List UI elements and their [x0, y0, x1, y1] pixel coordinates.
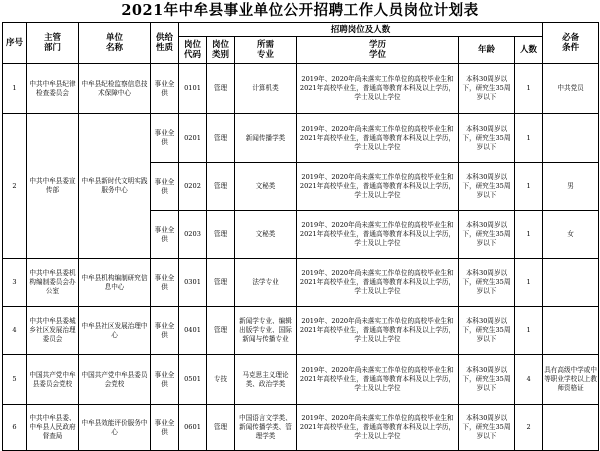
cell-major: 文秘类 — [235, 163, 297, 211]
cell-seq: 4 — [3, 307, 27, 355]
cell-nature: 事业全供 — [151, 307, 179, 355]
cell-code: 0401 — [179, 307, 207, 355]
table-row — [3, 355, 599, 405]
cell-age: 本科30周岁以下，研究生35周岁以下 — [459, 307, 515, 355]
cell-extra: 具有高级中学或中等职业学校以上教师资格证 — [543, 355, 599, 405]
header-unit — [79, 23, 151, 64]
cell-count: 1 — [515, 114, 543, 163]
cell-major: 中国语言文学类、新闻传播学类、管理学类 — [235, 405, 297, 451]
cell-seq: 6 — [3, 405, 27, 451]
cell-age: 本科30周岁以下，研究生35周岁以下 — [459, 114, 515, 163]
cell-extra — [543, 405, 599, 451]
cell-unit: 中牟县社区发展治理中心 — [79, 307, 151, 355]
cell-edu: 2019年、2020年尚未落实工作单位的高校毕业生和2021年高校毕业生，普通高等教育本科及以上学历，学士及以上学位 — [297, 114, 459, 163]
table-row — [3, 64, 599, 114]
header-unit-label: 单位 名称 — [105, 33, 123, 53]
cell-code: 0202 — [179, 163, 207, 211]
table-row — [3, 114, 599, 163]
cell-seq: 2 — [3, 114, 27, 259]
cell-major: 新闻学专业、编辑出版学专业、国际新闻与传播专业 — [235, 307, 297, 355]
cell-extra — [543, 259, 599, 307]
header-category-label: 岗位 类别 — [211, 40, 229, 60]
cell-major: 马克思主义理论类、政治学类 — [235, 355, 297, 405]
header-edu-label: 学历 学位 — [368, 40, 386, 60]
cell-age: 本科30周岁以下，研究生35周岁以下 — [459, 211, 515, 259]
cell-age: 本科30周岁以下，研究生35周岁以下 — [459, 405, 515, 451]
cell-edu: 2019年、2020年尚未落实工作单位的高校毕业生和2021年高校毕业生，普通高等教育本科及以上学历，学士及以上学位 — [297, 211, 459, 259]
cell-extra: 女 — [543, 211, 599, 259]
cell-unit: 中牟县新时代文明实践服务中心 — [79, 114, 151, 259]
cell-age: 本科30周岁以下，研究生35周岁以下 — [459, 64, 515, 114]
cell-dept: 中共中牟县委、中牟县人民政府督查局 — [27, 405, 79, 451]
cell-category: 管理 — [207, 114, 235, 163]
header-code-label: 岗位 代码 — [183, 40, 201, 60]
cell-edu: 2019年、2020年尚未落实工作单位的高校毕业生和2021年高校毕业生，普通高等教育本科及以上学历，学士及以上学位 — [297, 355, 459, 405]
cell-extra — [543, 114, 599, 163]
cell-code: 0203 — [179, 211, 207, 259]
cell-unit: 中牟县效能评价服务中心 — [79, 405, 151, 451]
cell-extra: 中共党员 — [543, 64, 599, 114]
cell-dept: 中共中牟县委宣传部 — [27, 114, 79, 259]
header-group: 招聘岗位及人数 — [179, 23, 543, 37]
cell-code: 0501 — [179, 355, 207, 405]
cell-age: 本科30周岁以下，研究生35周岁以下 — [459, 259, 515, 307]
cell-count: 1 — [515, 259, 543, 307]
cell-code: 0601 — [179, 405, 207, 451]
header-category — [207, 37, 235, 64]
cell-edu: 2019年、2020年尚未落实工作单位的高校毕业生和2021年高校毕业生，普通高等教育本科及以上学历，学士及以上学位 — [297, 307, 459, 355]
recruitment-table — [2, 22, 599, 451]
cell-dept: 中共中牟县纪律检查委员会 — [27, 64, 79, 114]
cell-seq: 1 — [3, 64, 27, 114]
cell-unit: 中牟县纪检监察信息技术保障中心 — [79, 64, 151, 114]
header-count: 人数 — [515, 37, 543, 64]
cell-nature: 事业全供 — [151, 355, 179, 405]
cell-code: 0201 — [179, 114, 207, 163]
cell-category: 管理 — [207, 307, 235, 355]
cell-count: 2 — [515, 405, 543, 451]
cell-edu: 2019年、2020年尚未落实工作单位的高校毕业生和2021年高校毕业生，普通高等教育本科及以上学历，学士及以上学位 — [297, 64, 459, 114]
cell-category: 管理 — [207, 211, 235, 259]
header-major — [235, 37, 297, 64]
cell-edu: 2019年、2020年尚未落实工作单位的高校毕业生和2021年高校毕业生，普通高等教育本科及以上学历，学士及以上学位 — [297, 259, 459, 307]
cell-age: 本科30周岁以下，研究生35周岁以下 — [459, 163, 515, 211]
cell-edu: 2019年、2020年尚未落实工作单位的高校毕业生和2021年高校毕业生，普通高等教育本科及以上学历，学士及以上学位 — [297, 405, 459, 451]
header-major-label: 所需 专业 — [256, 40, 274, 60]
table-row — [3, 405, 599, 451]
cell-count: 1 — [515, 211, 543, 259]
cell-major: 文秘类 — [235, 211, 297, 259]
header-code — [179, 37, 207, 64]
cell-major: 新闻传播学类 — [235, 114, 297, 163]
header-nature-label: 供给 性质 — [155, 33, 173, 53]
cell-major: 法学专业 — [235, 259, 297, 307]
header-seq: 序号 — [3, 23, 27, 64]
header-dept-label: 主管 部门 — [43, 33, 61, 53]
cell-extra: 男 — [543, 163, 599, 211]
cell-category: 管理 — [207, 259, 235, 307]
cell-edu: 2019年、2020年尚未落实工作单位的高校毕业生和2021年高校毕业生，普通高等教育本科及以上学历，学士及以上学位 — [297, 163, 459, 211]
cell-category: 管理 — [207, 405, 235, 451]
cell-nature: 事业全供 — [151, 114, 179, 163]
header-extra-label: 必备 条件 — [562, 33, 580, 53]
cell-age: 本科30周岁以下，研究生35周岁以下 — [459, 355, 515, 405]
cell-dept: 中国共产党中牟县委员会党校 — [27, 355, 79, 405]
table-row — [3, 307, 599, 355]
cell-count: 4 — [515, 355, 543, 405]
cell-code: 0101 — [179, 64, 207, 114]
header-extra — [543, 23, 599, 64]
cell-seq: 5 — [3, 355, 27, 405]
header-dept — [27, 23, 79, 64]
table-row — [3, 259, 599, 307]
cell-seq: 3 — [3, 259, 27, 307]
cell-nature: 事业全供 — [151, 259, 179, 307]
cell-unit: 中国共产党中牟县委员会党校 — [79, 355, 151, 405]
header-nature — [151, 23, 179, 64]
cell-major: 计算机类 — [235, 64, 297, 114]
page-title: 2021年中牟县事业单位公开招聘工作人员岗位计划表 — [121, 2, 479, 19]
header-age: 年龄 — [459, 37, 515, 64]
cell-category: 管理 — [207, 64, 235, 114]
cell-category: 专技 — [207, 355, 235, 405]
cell-extra — [543, 307, 599, 355]
cell-count: 1 — [515, 163, 543, 211]
cell-count: 1 — [515, 307, 543, 355]
cell-nature: 事业全供 — [151, 64, 179, 114]
cell-category: 管理 — [207, 163, 235, 211]
cell-dept: 中共中牟县委城乡社区发展治理委员会 — [27, 307, 79, 355]
cell-nature: 事业全供 — [151, 405, 179, 451]
cell-dept: 中共中牟县委机构编制委员会办公室 — [27, 259, 79, 307]
header-edu — [297, 37, 459, 64]
cell-nature: 事业全供 — [151, 163, 179, 211]
cell-count: 1 — [515, 64, 543, 114]
cell-code: 0301 — [179, 259, 207, 307]
cell-unit: 中牟县机构编制研究信息中心 — [79, 259, 151, 307]
cell-nature: 事业全供 — [151, 211, 179, 259]
